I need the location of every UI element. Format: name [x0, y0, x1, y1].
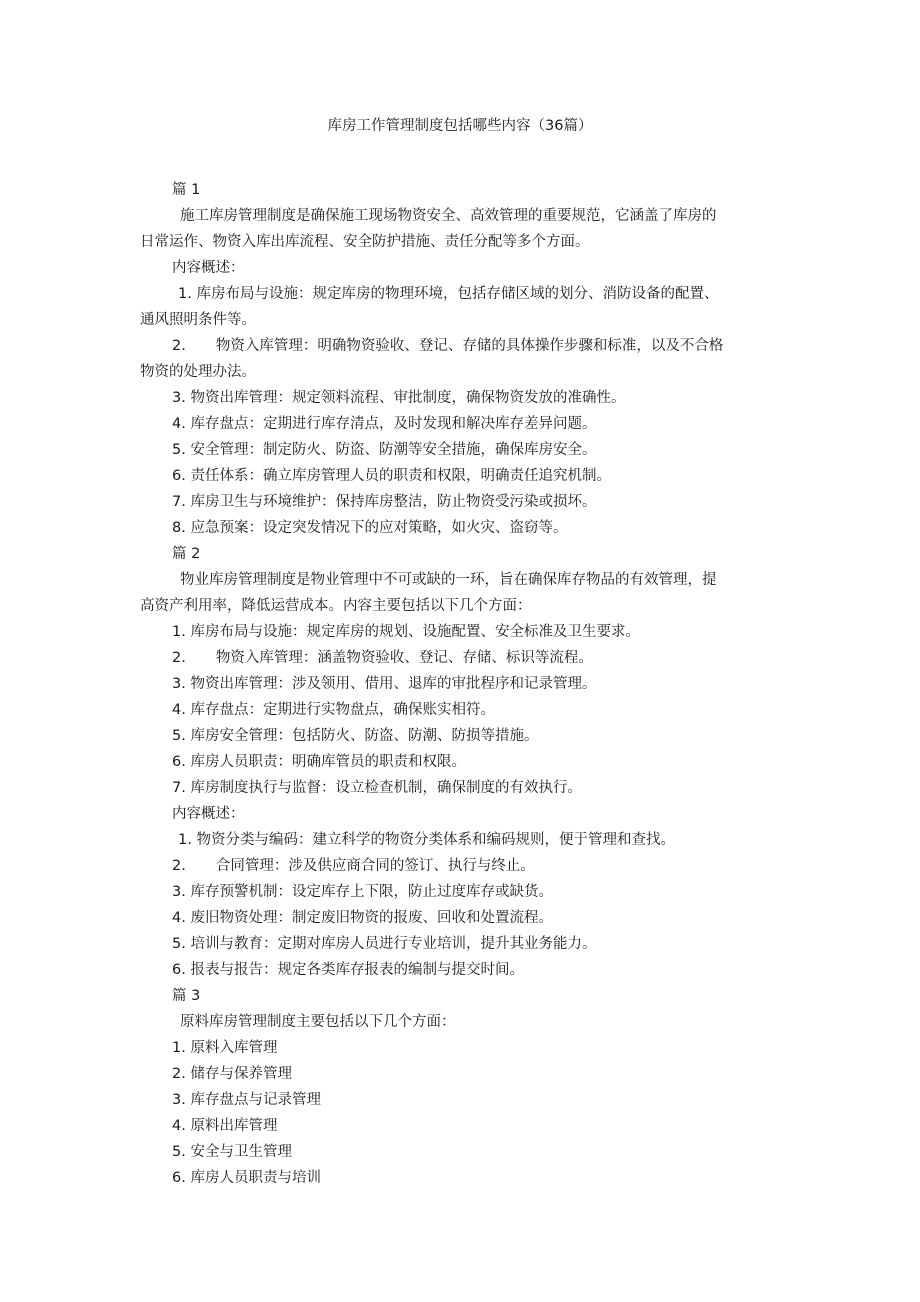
list-item: 5. 库房安全管理：包括防火、防盗、防潮、防损等措施。 — [172, 728, 539, 744]
list-item: 7. 库房制度执行与监督：设立检查机制，确保制度的有效执行。 — [172, 780, 582, 796]
list-item — [140, 853, 790, 879]
list-number: 2. — [172, 858, 186, 874]
list-item: 1. 原料入库管理 — [172, 1040, 278, 1056]
section-heading: 篇 3 — [172, 988, 201, 1004]
list-item: 5. 培训与教育：定期对库房人员进行专业培训，提升其业务能力。 — [172, 936, 597, 952]
section-heading: 篇 1 — [172, 182, 201, 198]
paragraph-line: 物业库房管理制度是物业管理中不可或缺的一环，旨在确保库存物品的有效管理，提 — [180, 572, 717, 588]
list-item: 6. 责任体系：确立库房管理人员的职责和权限，明确责任追究机制。 — [172, 468, 611, 484]
list-item: 4. 废旧物资处理：制定废旧物资的报废、回收和处置流程。 — [172, 910, 553, 926]
list-number: 2. — [172, 650, 186, 666]
list-item-continued: 物资的处理办法。 — [140, 364, 256, 380]
overview-label: 内容概述： — [172, 806, 245, 822]
list-item — [140, 333, 790, 359]
paragraph-line: 高资产利用率，降低运营成本。内容主要包括以下几个方面： — [140, 598, 532, 614]
list-text: 物资入库管理：明确物资验收、登记、存储的具体操作步骤和标准，以及不合格 — [215, 338, 724, 354]
list-number: 2. — [172, 338, 186, 354]
paragraph-line: 原料库房管理制度主要包括以下几个方面： — [180, 1014, 456, 1030]
list-text: 合同管理：涉及供应商合同的签订、执行与终止。 — [215, 858, 535, 874]
list-item: 3. 物资出库管理：规定领料流程、审批制度，确保物资发放的准确性。 — [172, 390, 626, 406]
list-item: 4. 库存盘点：定期进行库存清点，及时发现和解决库存差异问题。 — [172, 416, 597, 432]
list-item: 4. 库存盘点：定期进行实物盘点，确保账实相符。 — [172, 702, 495, 718]
list-item: 3. 物资出库管理：涉及领用、借用、退库的审批程序和记录管理。 — [172, 676, 597, 692]
list-item: 5. 安全与卫生管理 — [172, 1144, 292, 1160]
list-text: 物资入库管理：涵盖物资验收、登记、存储、标识等流程。 — [215, 650, 593, 666]
list-item: 1. 物资分类与编码：建立科学的物资分类体系和编码规则，便于管理和查找。 — [178, 832, 675, 848]
list-item: 2. 储存与保养管理 — [172, 1066, 292, 1082]
list-item: 5. 安全管理：制定防火、防盗、防潮等安全措施，确保库房安全。 — [172, 442, 597, 458]
list-item: 3. 库存盘点与记录管理 — [172, 1092, 321, 1108]
document-body — [140, 177, 790, 1191]
list-item — [140, 645, 790, 671]
overview-label: 内容概述： — [172, 260, 245, 276]
paragraph-line: 施工库房管理制度是确保施工现场物资安全、高效管理的重要规范，它涵盖了库房的 — [180, 208, 717, 224]
paragraph-line: 日常运作、物资入库出库流程、安全防护措施、责任分配等多个方面。 — [140, 234, 590, 250]
list-item: 4. 原料出库管理 — [172, 1118, 278, 1134]
list-item: 1. 库房布局与设施：规定库房的物理环境，包括存储区域的划分、消防设备的配置、 — [178, 286, 719, 302]
list-item: 6. 库房人员职责：明确库管员的职责和权限。 — [172, 754, 466, 770]
list-item: 1. 库房布局与设施：规定库房的规划、设施配置、安全标准及卫生要求。 — [172, 624, 640, 640]
list-item: 3. 库存预警机制：设定库存上下限，防止过度库存或缺货。 — [172, 884, 553, 900]
document-title: 库房工作管理制度包括哪些内容（36篇） — [327, 118, 593, 134]
list-item: 6. 库房人员职责与培训 — [172, 1170, 321, 1186]
list-item: 8. 应急预案：设定突发情况下的应对策略，如火灾、盗窃等。 — [172, 520, 568, 536]
list-item: 6. 报表与报告：规定各类库存报表的编制与提交时间。 — [172, 962, 524, 978]
section-heading: 篇 2 — [172, 546, 201, 562]
list-item-continued: 通风照明条件等。 — [140, 312, 256, 328]
list-item: 7. 库房卫生与环境维护：保持库房整洁，防止物资受污染或损坏。 — [172, 494, 597, 510]
